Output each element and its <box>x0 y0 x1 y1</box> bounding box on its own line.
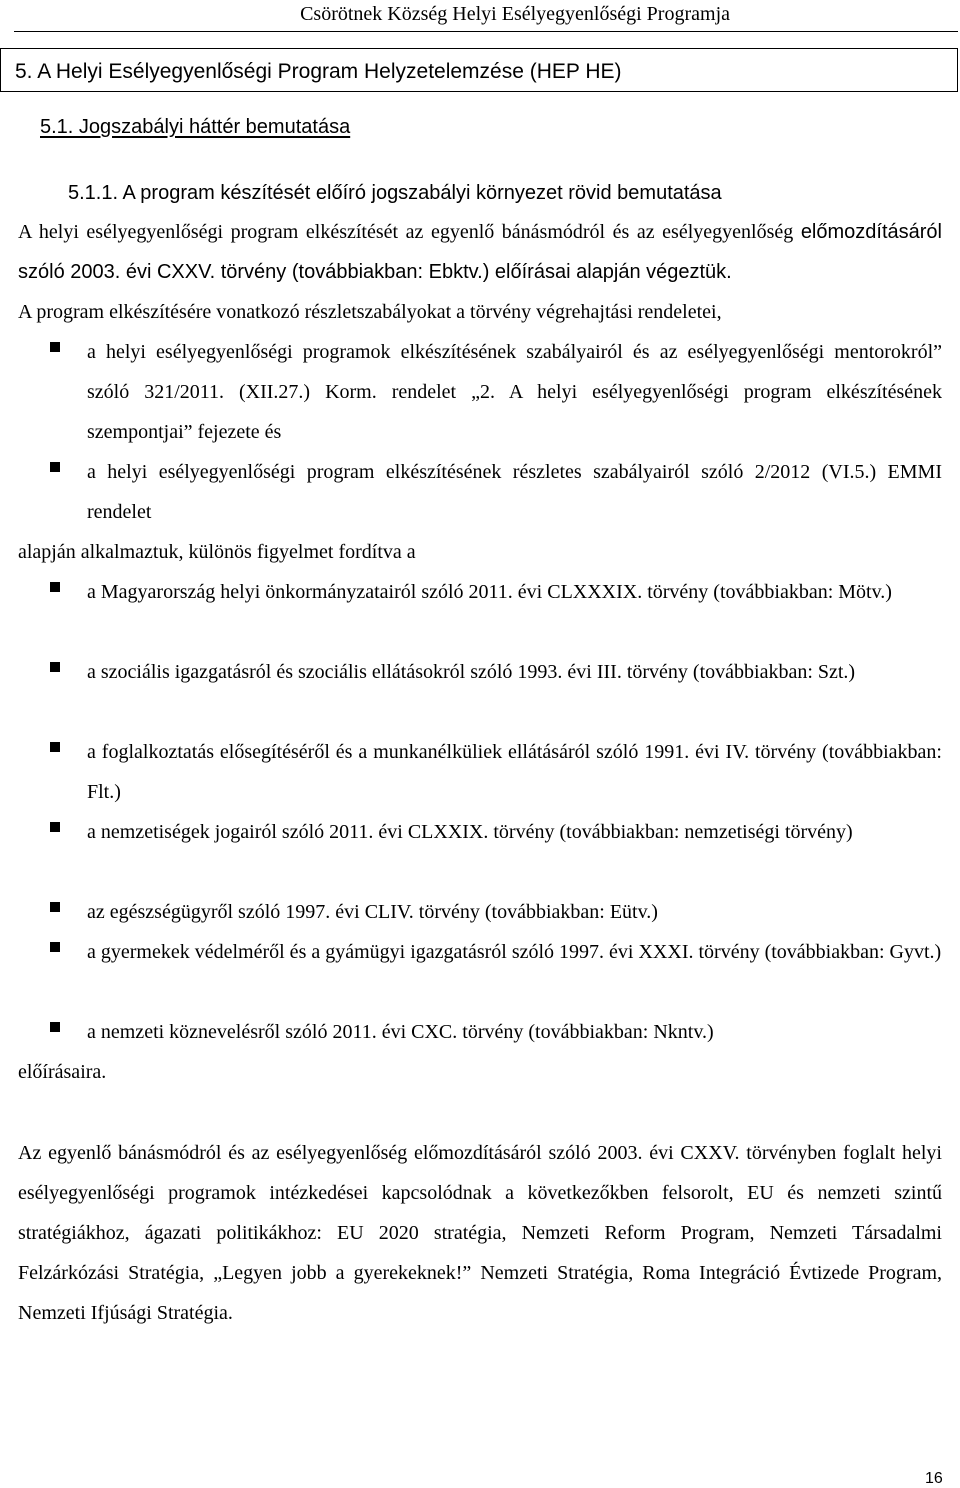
closing-paragraph: Az egyenlő bánásmódról és az esélyegyenlőség előmozdításáról szóló 2003. évi CXXV. törvényben foglalt helyi esélyegyenlőségi programok intézkedései kapcsolódnak a következőkben felsorolt, EU és nemzeti szintű stratégiákhoz, ágazati politikákhoz: EU 2020 stratégia, Nemzeti Reform Program, Nemzeti Társadalmi Felzárkózási Stratégia, „Legyen jobb a gyerekeknek!” Nemzeti Stratégia, Roma Integráció Évtizede Program, Nemzeti Ifjúsági Stratégia. <box>18 1142 942 1324</box>
law-list-item: a nemzeti köznevelésről szóló 2011. évi CXC. törvény (továbbiakban: Nkntv.) <box>87 1021 714 1043</box>
rules-intro: A program elkészítésére vonatkozó részletszabályokat a törvény végrehajtási rendeletei, <box>18 301 722 323</box>
bullet-square-icon <box>50 342 60 352</box>
intro-text-part2: előmozdításáról szóló 2003. évi CXXV. törvény (továbbiakban: Ebktv.) előírásai alapján végeztük. <box>18 221 942 283</box>
laws-outro: előírásaira. <box>18 1061 107 1083</box>
chapter-heading-box <box>0 48 958 92</box>
bullet-square-icon <box>50 942 60 952</box>
chapter-title: 5. A Helyi Esélyegyenlőségi Program Helyzetelemzése (HEP HE) <box>15 60 622 83</box>
bullet-square-icon <box>50 742 60 752</box>
law-list-item: a nemzetiségek jogairól szóló 2011. évi CLXXIX. törvény (továbbiakban: nemzetiségi törvény) <box>87 821 853 843</box>
subsection-title: 5.1.1. A program készítését előíró jogszabályi környezet rövid bemutatása <box>68 182 722 204</box>
rules-list-item: a helyi esélyegyenlőségi program elkészítésének részletes szabályairól szóló 2/2012 (VI.5.) EMMI rendelet <box>87 461 942 523</box>
bullet-square-icon <box>50 1022 60 1032</box>
page-number: 16 <box>925 1470 943 1487</box>
bullet-square-icon <box>50 902 60 912</box>
law-list-item: a foglalkoztatás elősegítéséről és a munkanélküliek ellátásáról szóló 1991. évi IV. törvény (továbbiakban: Flt.) <box>87 741 942 803</box>
running-header: Csörötnek Község Helyi Esélyegyenlőségi Programja <box>300 3 730 25</box>
intro-text-part1: A helyi esélyegyenlőségi program elkészítését az egyenlő bánásmódról és az esélyegyenlőség <box>18 221 794 243</box>
law-list-item: a gyermekek védelméről és a gyámügyi igazgatásról szóló 1997. évi XXXI. törvény (továbbiakban: Gyvt.) <box>87 941 942 963</box>
header-divider <box>14 31 958 32</box>
rules-list-item: a helyi esélyegyenlőségi programok elkészítésének szabályairól és az esélyegyenlőségi mentorokról” szóló 321/2011. (XII.27.) Korm. rendelet „2. A helyi esélyegyenlőségi program elkészítésének szempontjai” fejezete és <box>87 341 942 443</box>
intro-paragraph <box>18 212 942 292</box>
law-list-item: a Magyarország helyi önkormányzatairól szóló 2011. évi CLXXXIX. törvény (továbbiakban: Mötv.) <box>87 581 892 603</box>
laws-intro: alapján alkalmaztuk, különös figyelmet fordítva a <box>18 541 416 563</box>
section-title: 5.1. Jogszabályi háttér bemutatása <box>40 116 351 138</box>
bullet-square-icon <box>50 462 60 472</box>
law-list-item: az egészségügyről szóló 1997. évi CLIV. törvény (továbbiakban: Eütv.) <box>87 901 658 923</box>
law-list-item: a szociális igazgatásról és szociális ellátásokról szóló 1993. évi III. törvény (továbbiakban: Szt.) <box>87 661 856 683</box>
bullet-square-icon <box>50 662 60 672</box>
bullet-square-icon <box>50 582 60 592</box>
bullet-square-icon <box>50 822 60 832</box>
